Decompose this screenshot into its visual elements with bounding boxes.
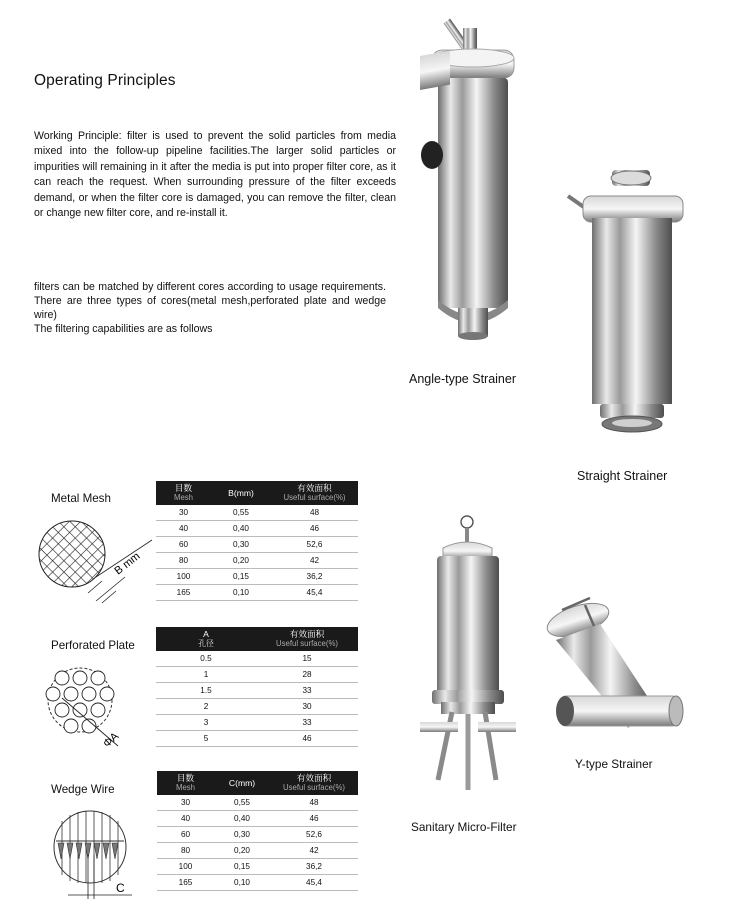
table-row: 0.5 15 xyxy=(156,651,358,667)
table-row: 60 0,30 52,6 xyxy=(157,827,358,843)
mesh-header-en: Mesh xyxy=(175,783,196,792)
table-row: 80 0,20 42 xyxy=(157,843,358,859)
table-row: 100 0,15 36,2 xyxy=(157,859,358,875)
table-row: 40 0,40 46 xyxy=(156,521,358,537)
b-mm-header: B(mm) xyxy=(211,481,271,505)
table-row: 3 33 xyxy=(156,715,358,731)
wedge-wire-diagram xyxy=(48,803,148,903)
surface-header-cn: 有效面积 xyxy=(296,773,332,783)
wedge-wire-table xyxy=(157,771,358,891)
table-row: 5 46 xyxy=(156,731,358,747)
surface-header-en: Useful surface(%) xyxy=(283,493,346,502)
perforated-plate-label: Perforated Plate xyxy=(51,639,135,652)
micro-filter-body xyxy=(420,516,516,790)
working-principle-text: Working Principle: filter is used to prevent the solid particles from media mixed into the follow-up pipeline facilities.The larger solid particles or impurities will remaining in it after the media is put into proper filter core, as it can reach the request. When surrounding pressure of the filter exceeds demand, or when the filter core is damaged, you can remove the filter, clean or change new filter core, and re-install it. xyxy=(34,130,396,220)
mesh-header-cn: 目数 xyxy=(176,773,195,783)
wedge-table-header xyxy=(157,771,358,795)
a-header-cn: 孔径 xyxy=(198,639,214,648)
table-row: 30 0,55 48 xyxy=(157,795,358,811)
cores-text: filters can be matched by different cores according to usage requirements. There are three types of cores(metal mesh,perforated plate and wedge wire) xyxy=(34,281,386,321)
angle-strainer-body xyxy=(420,19,514,340)
metal-mesh-table xyxy=(156,481,358,601)
page-title: Operating Principles xyxy=(34,72,176,89)
table-row: 165 0,10 45,4 xyxy=(157,875,358,891)
wedge-dim-label: C xyxy=(116,881,125,895)
table-row: 80 0,20 42 xyxy=(156,553,358,569)
micro-filter-caption: Sanitary Micro-Filter xyxy=(411,820,517,834)
table-row: 1.5 33 xyxy=(156,683,358,699)
table-row: 1 28 xyxy=(156,667,358,683)
surface-header-en: Useful surface(%) xyxy=(276,639,338,648)
mesh-header-en: Mesh xyxy=(173,493,194,502)
table-row: 100 0,15 36,2 xyxy=(156,569,358,585)
metal-mesh-diagram xyxy=(30,515,170,615)
table-row: 60 0,30 52,6 xyxy=(156,537,358,553)
table-row: 165 0,10 45,4 xyxy=(156,585,358,601)
cores-paragraph xyxy=(34,280,386,336)
c-mm-header: C(mm) xyxy=(214,771,270,795)
metal-mesh-table-header xyxy=(156,481,358,505)
surface-header-cn: 有效面积 xyxy=(289,629,325,639)
table-row: 40 0,40 46 xyxy=(157,811,358,827)
straight-strainer-body xyxy=(568,170,683,432)
table-row: 2 30 xyxy=(156,699,358,715)
table-row: 30 0,55 48 xyxy=(156,505,358,521)
surface-header-cn: 有效面积 xyxy=(297,483,332,493)
perforated-plate-table xyxy=(156,627,358,747)
wedge-wire-label: Wedge Wire xyxy=(51,783,115,796)
angle-strainer-caption: Angle-type Strainer xyxy=(409,372,517,386)
mesh-header-cn: 目数 xyxy=(174,483,193,493)
y-strainer-caption: Y-type Strainer xyxy=(575,757,653,771)
metal-mesh-dim-label: B mm xyxy=(112,550,143,578)
surface-header-en: Useful surface(%) xyxy=(283,783,345,792)
perforated-table-header xyxy=(156,627,358,651)
y-strainer-body xyxy=(543,597,683,728)
perforated-dim-label: ΦA xyxy=(101,730,122,751)
a-header-en: A xyxy=(203,629,209,639)
capabilities-text: The filtering capabilities are as follows xyxy=(34,323,213,335)
metal-mesh-label: Metal Mesh xyxy=(51,492,111,505)
straight-strainer-caption: Straight Strainer xyxy=(577,469,668,483)
